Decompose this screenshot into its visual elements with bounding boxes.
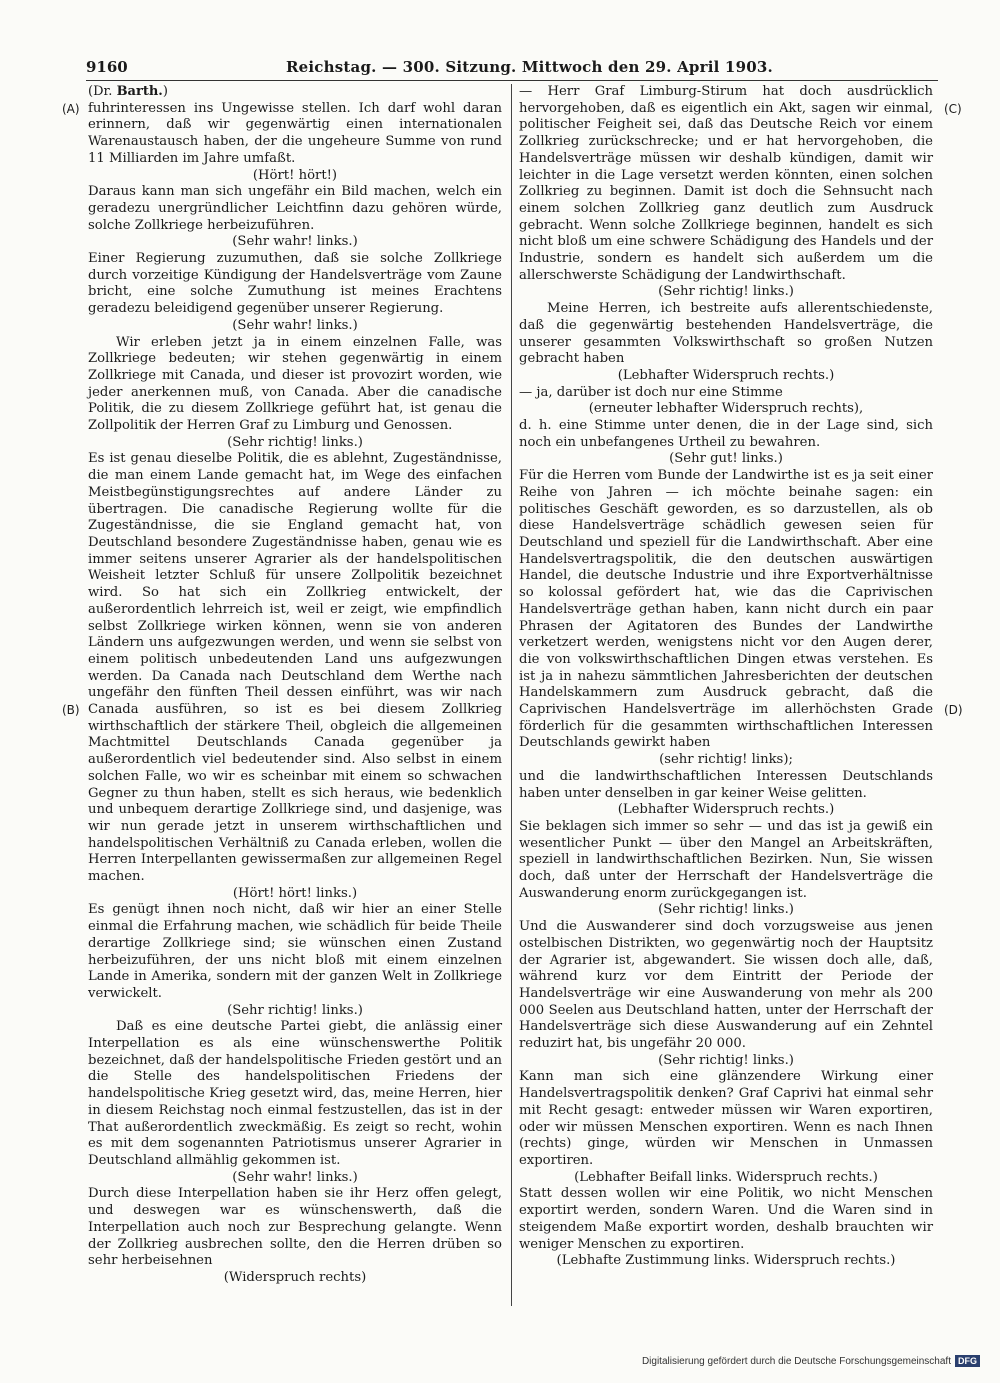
column-divider	[511, 84, 512, 1306]
speaker-prefix: (Dr.	[88, 84, 113, 99]
speaker-name: Barth.	[116, 84, 163, 99]
paragraph: Einer Regierung zuzumuthen, daß sie solche Zollkriege durch vorzeitige Kündigung der Handelsverträge vom Zaune bricht, eine solche Zumuthung ist meines Erachtens geradezu beleidigend gegenüber unserer Regierung.	[88, 251, 502, 317]
paragraph: Daraus kann man sich ungefähr ein Bild machen, welch ein geradezu unergründlicher Leichtfinn dazu gehören würde, solche Zollkriege herbeizuführen.	[88, 184, 502, 233]
margin-mark-c: (C)	[944, 102, 962, 116]
interjection: (Sehr richtig! links.)	[658, 284, 794, 300]
margin-mark-b: (B)	[62, 703, 80, 717]
interjection: (Sehr wahr! links.)	[232, 317, 358, 333]
left-column	[88, 84, 502, 1287]
interjection: (erneuter lebhafter Widerspruch rechts),	[588, 401, 864, 417]
interjection: (Lebhafte Zustimmung links. Widerspruch rechts.)	[556, 1253, 896, 1269]
paragraph: Kann man sich eine glänzendere Wirkung einer Handelsvertragspolitik denken? Graf Caprivi hat einmal sehr mit Recht gesagt: entweder müssen wir Waren exportiren, oder wir müssen Menschen exportiren. Wenn es nach Ihnen (rechts) ginge, würden wir Menschen in Unmassen exportiren.	[519, 1069, 933, 1168]
paragraph: Und die Auswanderer sind doch vorzugsweise aus jenen ostelbischen Distrikten, wo gegenwärtig noch der Hauptsitz der Agrarier ist, abgewandert. Sie wissen doch alle, daß, während kurz vor dem Eintritt der Periode der Handelsverträge wir eine Auswanderung von mehr als 200 000 Seelen aus Deutschland hatten, unter der Herrschaft der Handelsverträge sich diese Auswanderung auf ein Zehntel reduzirt hat, bis ungefähr 20 000.	[519, 919, 933, 1052]
paragraph: Es genügt ihnen noch nicht, daß wir hier an einer Stelle einmal die Erfahrung machen, wie schädlich für beide Theile derartige Zollkriege sind; sie wünschen einen Zustand herbeizuführen, der uns nicht bloß mit einem einzelnen Lande in Amerika, sondern mit der ganzen Welt in Zollkriege verwickelt.	[88, 902, 502, 1001]
paragraph: — ja, darüber ist doch nur eine Stimme	[519, 384, 783, 400]
margin-mark-a: (A)	[62, 102, 80, 116]
page-number: 9160	[86, 58, 128, 76]
interjection: (Hört! hört! links.)	[232, 885, 358, 901]
interjection: (Sehr gut! links.)	[669, 451, 783, 467]
paragraph: und die landwirthschaftlichen Interessen Deutschlands haben unter denselben in gar keiner Weise gelitten.	[519, 768, 933, 801]
interjection: (Lebhafter Widerspruch rechts.)	[617, 367, 835, 383]
margin-mark-d: (D)	[944, 703, 963, 717]
paragraph: Meine Herren, ich bestreite aufs allerentschiedenste, daß die gegenwärtig bestehenden Handelsverträge, die unserer gesammten Volkswirthschaft so großen Nutzen gebracht haben	[519, 301, 933, 367]
interjection: (Sehr richtig! links.)	[227, 1002, 363, 1018]
paragraph: Wir erleben jetzt ja in einem einzelnen Falle, was Zollkriege bedeuten; wir stehen gegenwärtig in einem Zollkriege mit Canada, und dieser ist provozirt worden, wie jeder anerkennen muß, von Canada. Aber die canadische Politik, die zu diesem Zollkriege geführt hat, ist genau die Zollpolitik der Herren Graf zu Limburg und Genossen.	[88, 334, 502, 434]
paragraph: Sie beklagen sich immer so sehr — und das ist ja gewiß ein wesentlicher Punkt — über den Mangel an Arbeitskräften, speziell in landwirthschaftlichen Bezirken. Nun, Sie wissen doch, daß unter der Herrschaft der Handelsverträge die Auswanderung enorm zurückgegangen ist.	[519, 818, 933, 901]
interjection: (Sehr richtig! links.)	[658, 1052, 794, 1068]
paragraph: d. h. eine Stimme unter denen, die in der Lage sind, sich noch ein unbefangenes Urtheil zu bewahren.	[519, 418, 933, 450]
right-column	[519, 84, 933, 1270]
interjection: (Lebhafter Widerspruch rechts.)	[617, 802, 835, 818]
interjection: (Sehr wahr! links.)	[232, 1169, 358, 1185]
paragraph: Durch diese Interpellation haben sie ihr Herz offen gelegt, und deswegen war es wünschenswerth, daß die Interpellation auch noch zur Besprechung gelangte. Wenn der Zollkrieg ausbrechen sollte, den die Herren drüben so sehr herbeisehnen	[88, 1186, 502, 1269]
running-title: Reichstag. — 300. Sitzung. Mittwoch den 29. April 1903.	[286, 58, 773, 76]
digitization-credit	[642, 1355, 980, 1367]
interjection: (Widerspruch rechts)	[223, 1269, 367, 1285]
paragraph: Daß es eine deutsche Partei giebt, die anlässig einer Interpellation es als eine wünschenswerthe Politik bezeichnet, daß der handelspolitische Frieden gestört und an die Stelle des handelspolitischen Friedens der handelspolitische Krieg gesetzt wird, das, meine Herren, hier in diesem Reichstag noch einmal festzustellen, das ist in der That außerordentlich zweckmäßig. Es zeigt so recht, wohin es mit dem sogenannten Patriotismus unserer Agrarier in Deutschland allmählig gekommen ist.	[88, 1019, 502, 1168]
header-rule	[86, 80, 938, 81]
interjection: (Hört! hört!)	[252, 167, 338, 183]
speaker-line	[88, 84, 502, 101]
interjection: (Sehr richtig! links.)	[227, 434, 363, 450]
dfg-logo: DFG	[955, 1355, 980, 1367]
paragraph: Für die Herren vom Bunde der Landwirthe ist es ja seit einer Reihe von Jahren — ich möchte beinahe sagen: ein politisches Geschäft geworden, es so darzustellen, als ob diese Handelsverträge schädlich gewesen seien für Deutschland und speziell für die Landwirthschaft. Aber eine Handelsvertragspolitik, die den deutschen auswärtigen Handel, die deutsche Industrie und ihre Exportverhältnisse so kolossal gefördert hat, wie das die Caprivischen Handelsverträge gethan haben, kann nicht durch ein paar Phrasen der Agitatoren des Bundes der Landwirthe verketzert werden, wenigstens nicht vor den Augen derer, die von volkswirthschaftlichen Dingen etwas verstehen. Es ist ja in nahezu sämmtlichen Jahresberichten der deutschen Handelskammern zum Ausdruck gebracht, daß die Caprivischen Handelsverträge im allerhöchsten Grade förderlich für die gesammten wirthschaftlichen Interessen Deutschlands gewirkt haben	[519, 468, 933, 751]
interjection: (Sehr richtig! links.)	[658, 902, 794, 918]
paragraph: Es ist genau dieselbe Politik, die es ablehnt, Zugeständnisse, die man einem Lande gemacht hat, im Wege des einfachen Meistbegünstigungsrechtes auf andere Länder zu übertragen. Die canadische Regierung wollte für die Zugeständnisse, die sie England gemacht hat, von Deutschland besondere Zugeständnisse haben, genau wie es immer seitens unserer Agrarier als der handelspolitischen Weisheit letzter Schluß für unsere Zollpolitik bezeichnet wird. So hat sich ein Zollkrieg entwickelt, der außerordentlich lehrreich ist, weil er zeigt, wie empfindlich selbst Zollkriege wirken können, wenn sie von anderen Ländern uns aufgezwungen werden, und wenn sie selbst von einem politisch unbedeutenden Land uns aufgezwungen werden. Da Canada nach Deutschland dem Werthe nach ungefähr den fünften Theil dessen einführt, was wir nach Canada ausführen, so ist es bei diesem Zollkrieg wirthschaftlich der stärkere Theil, obgleich die allgemeinen Machtmittel Deutschlands Canada gegenüber ja außerordentlich viel bedeutender sind. Also selbst in einem solchen Falle, wo wir es scheinbar mit einem so schwachen Gegner zu thun haben, stellt es sich heraus, wie bedenklich und unbequem derartige Zollkriege sind, und dasjenige, was wir nun gerade jetzt in unserem wirthschaftlichen und handelspolitischen Verhältniß zu Canada erleben, wollen die Herren Interpellanten gewissermaßen zur allgemeinen Regel machen.	[88, 451, 502, 885]
paragraph: Statt dessen wollen wir eine Politik, wo nicht Menschen exportirt werden, sondern Waren. Und die Waren sind in steigendem Maße exportirt worden, deshalb brauchten wir weniger Menschen zu exportiren.	[519, 1186, 933, 1252]
paragraph: — Herr Graf Limburg-Stirum hat doch ausdrücklich hervorgehoben, daß es eigentlich ein Akt, sagen wir einmal, politischer Feigheit sei, daß das Deutsche Reich vor einem Zollkrieg zurückschrecke; und er hat hervorgehoben, die Handelsverträge müssen wir deshalb kündigen, damit wir leichter in die Lage versetzt werden könnten, einen solchen Zollkrieg zu beginnen. Damit ist doch die Sehnsucht nach einem solchen Zollkrieg ganz deutlich zum Ausdruck gebracht. Wenn solche Zollkriege beginnen, handelt es sich nicht bloß um eine schwere Schädigung des Handels und der Industrie, sondern es handelt sich außerdem um die allerschwerste Schädigung der Landwirthschaft.	[519, 84, 933, 283]
paragraph: fuhrinteressen ins Ungewisse stellen. Ich darf wohl daran erinnern, daß wir gegenwärtig einen internationalen Warenaustausch haben, der die ungeheure Summe von rund 11 Milliarden im Jahre umfaßt.	[88, 100, 502, 166]
interjection: (Lebhafter Beifall links. Widerspruch rechts.)	[574, 1169, 878, 1185]
credit-text: Digitalisierung gefördert durch die Deutsche Forschungsgemeinschaft	[641, 1355, 951, 1367]
page-header	[86, 58, 930, 80]
speaker-suffix: )	[162, 84, 168, 99]
interjection: (sehr richtig! links);	[659, 752, 793, 768]
interjection: (Sehr wahr! links.)	[232, 234, 358, 250]
